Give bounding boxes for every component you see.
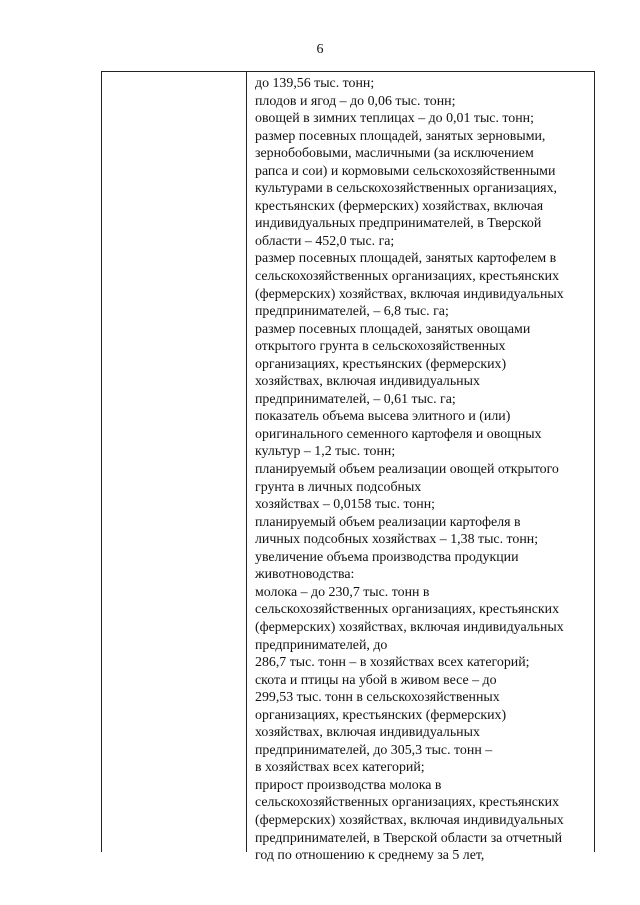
table-left-cell — [102, 72, 246, 852]
text-line: области – 452,0 тыс. га; — [255, 233, 395, 249]
text-line: рапса и сои) и кормовыми сельскохозяйственными — [255, 163, 556, 179]
text-line: планируемый объем реализации овощей открытого — [255, 462, 559, 478]
text-line: крестьянских (фермерских) хозяйствах, включая — [255, 198, 544, 214]
text-line: молока – до 230,7 тыс. тонн в — [255, 584, 430, 600]
page-number: 6 — [316, 42, 324, 57]
text-line: (фермерских) хозяйствах, включая индивидуальных — [255, 619, 564, 635]
text-line: оригинального семенного картофеля и овощных — [255, 426, 542, 442]
text-line: (фермерских) хозяйствах, включая индивидуальных — [255, 812, 564, 828]
text-line: сельскохозяйственных организациях, крестьянских — [255, 602, 560, 618]
text-line: личных подсобных хозяйствах – 1,38 тыс. тонн; — [255, 532, 539, 548]
text-line: предпринимателей, до — [255, 637, 388, 653]
column-divider — [246, 72, 247, 852]
text-line: организациях, крестьянских (фермерских) — [255, 707, 507, 723]
text-line: показатель объема высева элитного и (или) — [255, 409, 511, 425]
table-right-cell — [255, 75, 591, 865]
text-line: предпринимателей, – 6,8 тыс. га; — [255, 304, 449, 320]
text-line: предпринимателей, до 305,3 тыс. тонн – — [255, 742, 493, 758]
text-line: сельскохозяйственных организациях, крестьянских — [255, 269, 560, 285]
text-line: сельскохозяйственных организациях, крестьянских — [255, 795, 560, 811]
text-line: (фермерских) хозяйствах, включая индивидуальных — [255, 286, 564, 302]
text-line: размер посевных площадей, занятых зерновыми, — [255, 128, 546, 144]
text-line: открытого грунта в сельскохозяйственных — [255, 339, 506, 355]
text-line: размер посевных площадей, занятых картофелем в — [255, 251, 557, 267]
text-line: хозяйствах – 0,0158 тыс. тонн; — [255, 497, 436, 513]
text-line: размер посевных площадей, занятых овощами — [255, 321, 531, 337]
text-line: культур – 1,2 тыс. тонн; — [255, 444, 396, 460]
text-line: прирост производства молока в — [255, 777, 442, 793]
text-line: индивидуальных предпринимателей, в Тверской — [255, 216, 542, 232]
text-line: животноводства: — [255, 567, 355, 583]
text-line: зернобобовыми, масличными (за исключением — [255, 146, 534, 162]
text-line: предпринимателей, – 0,61 тыс. га; — [255, 391, 456, 407]
text-line: организациях, крестьянских (фермерских) — [255, 356, 507, 372]
text-line: грунта в личных подсобных — [255, 479, 422, 495]
text-line: в хозяйствах всех категорий; — [255, 760, 425, 776]
text-line: скота и птицы на убой в живом весе – до — [255, 672, 497, 688]
text-line: хозяйствах, включая индивидуальных — [255, 725, 480, 741]
text-line: увеличение объема производства продукции — [255, 549, 519, 565]
text-line: год по отношению к среднему за 5 лет, — [255, 848, 485, 864]
text-line: предпринимателей, в Тверской области за отчетный — [255, 830, 563, 846]
text-line: овощей в зимних теплицах – до 0,01 тыс. тонн; — [255, 111, 534, 127]
text-line: до 139,56 тыс. тонн; — [255, 76, 375, 91]
text-line: планируемый объем реализации картофеля в — [255, 514, 521, 530]
text-line: хозяйствах, включая индивидуальных — [255, 374, 480, 390]
text-line: 299,53 тыс. тонн в сельскохозяйственных — [255, 690, 500, 706]
text-line: плодов и ягод – до 0,06 тыс. тонн; — [255, 93, 456, 109]
document-table — [101, 71, 595, 864]
text-line: культурами в сельскохозяйственных организациях, — [255, 181, 557, 197]
text-line: 286,7 тыс. тонн – в хозяйствах всех категорий; — [255, 655, 530, 671]
